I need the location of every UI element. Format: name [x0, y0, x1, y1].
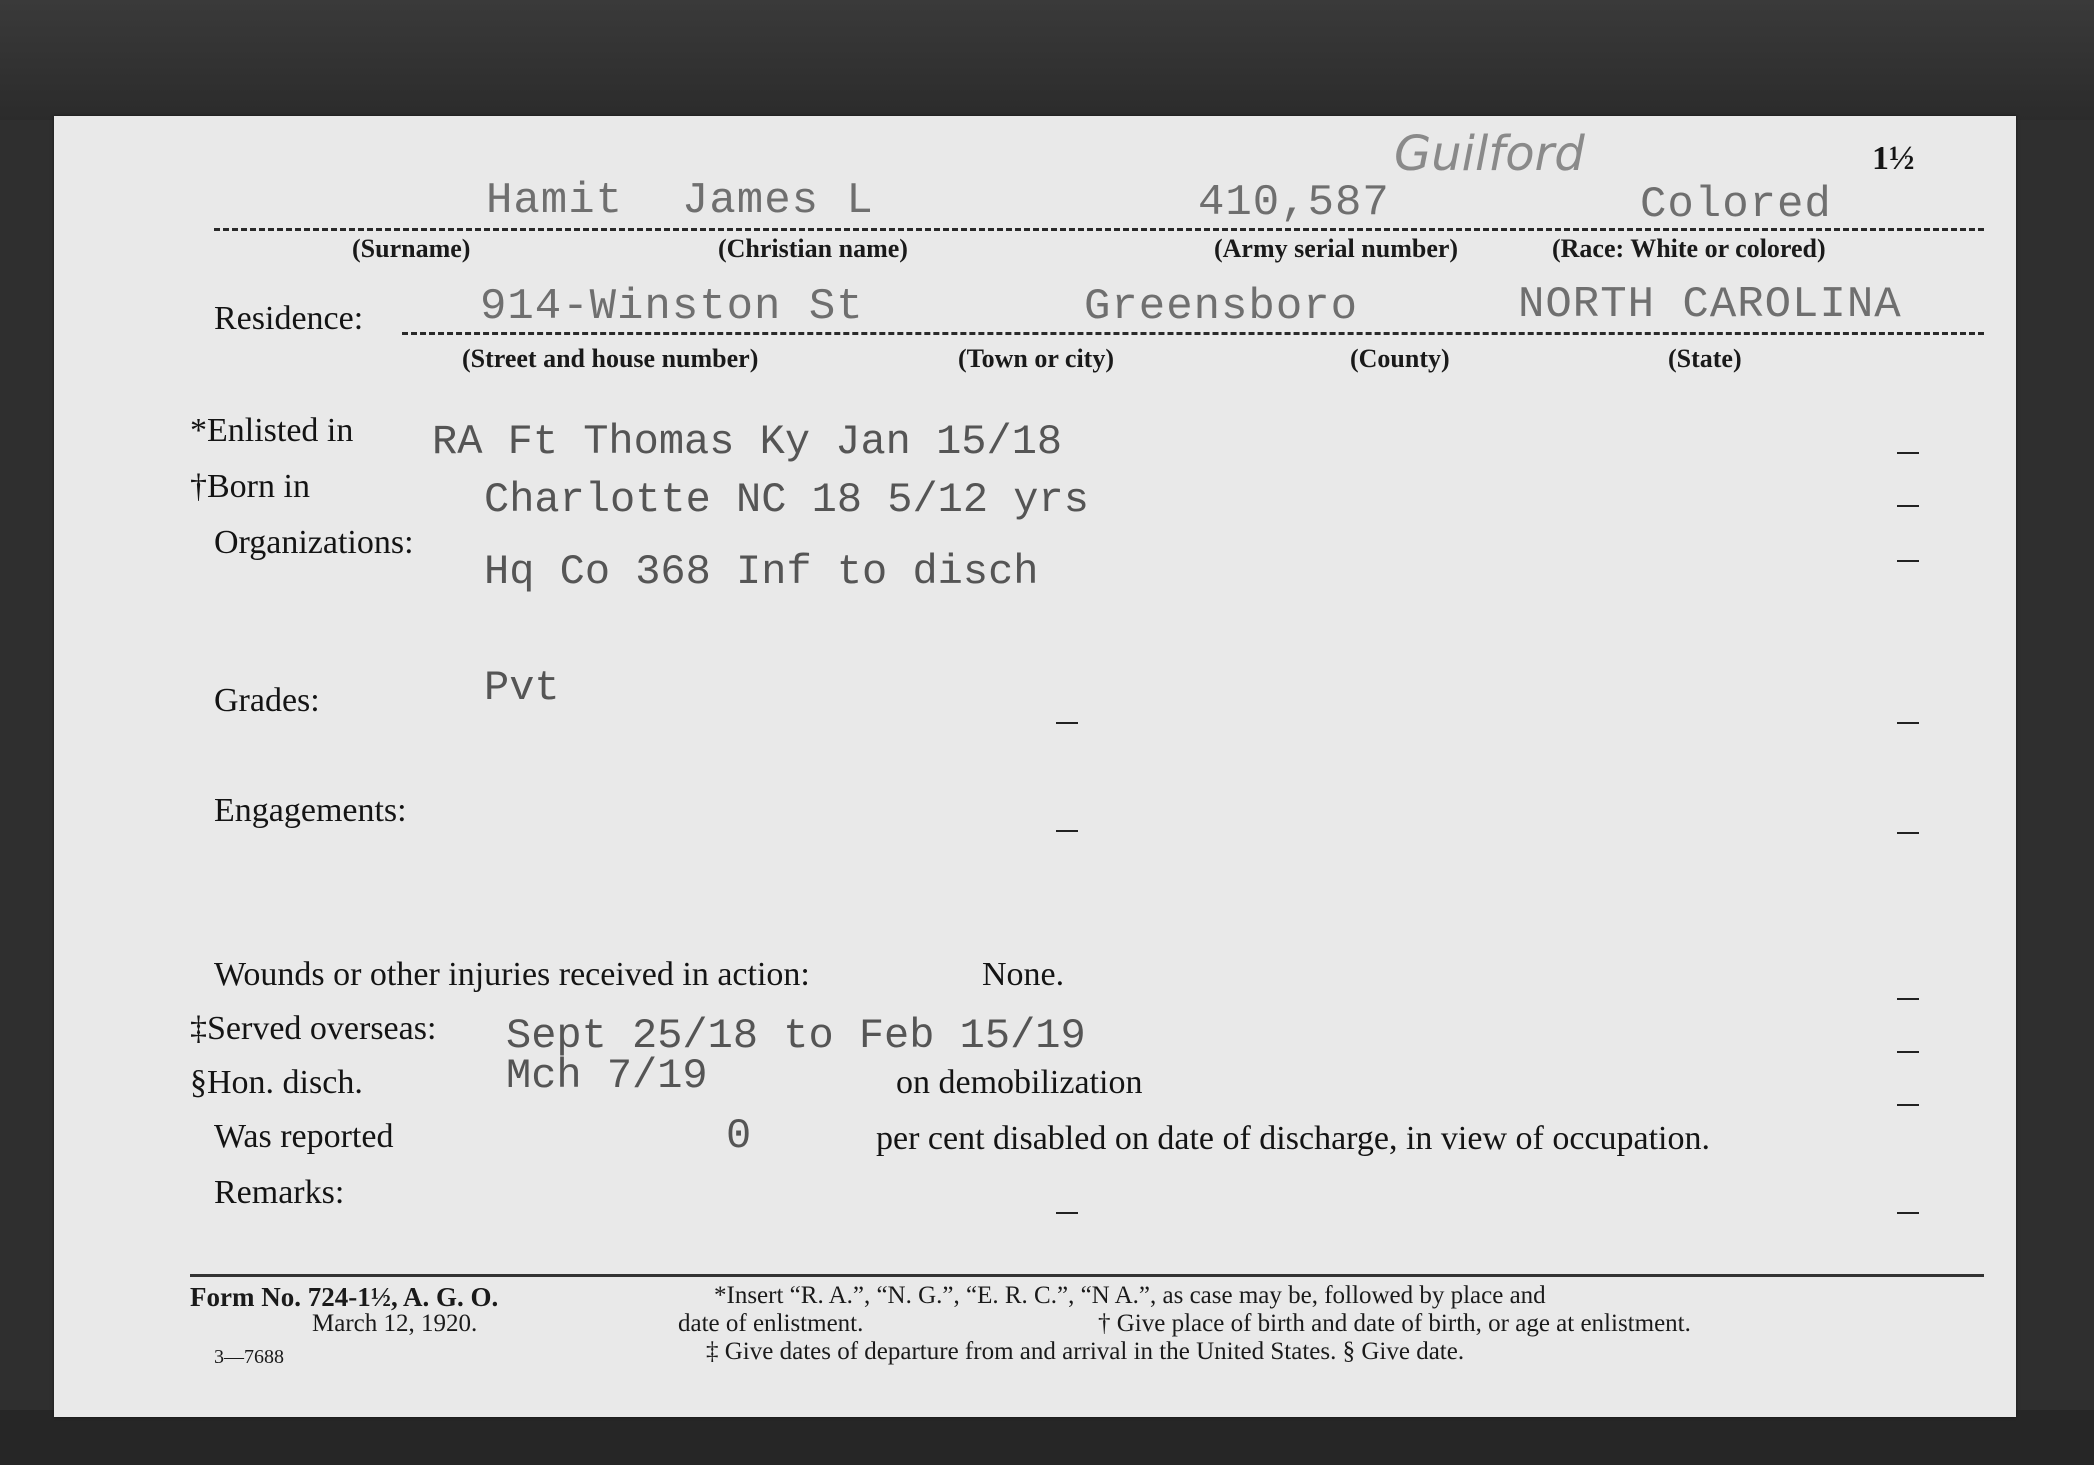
margin-dash	[1897, 998, 1919, 1000]
wounds-label: Wounds or other injuries received in action:	[214, 956, 810, 993]
footer-rule	[190, 1274, 1984, 1277]
margin-dash	[1897, 1104, 1919, 1106]
mid-dash	[1056, 1212, 1078, 1214]
scan-backdrop-bottom	[0, 1410, 2094, 1465]
was-reported-value: 0	[726, 1112, 752, 1160]
footnote-line1: *Insert “R. A.”, “N. G.”, “E. R. C.”, “N A.”, as case may be, followed by place and	[714, 1282, 1546, 1309]
race-caption: (Race: White or colored)	[1552, 234, 1826, 263]
scan-backdrop-top	[0, 0, 2094, 120]
margin-dash	[1897, 1212, 1919, 1214]
hon-disch-suffix: on demobilization	[896, 1064, 1143, 1101]
sheet-number: 1½	[1872, 140, 1915, 177]
service-record-card	[54, 116, 2016, 1417]
born-label: †Born in	[190, 468, 310, 505]
hon-disch-label: §Hon. disch.	[190, 1064, 363, 1101]
form-date: March 12, 1920.	[312, 1310, 478, 1337]
christian-name-value: James L	[682, 176, 874, 226]
footnote-line2a: date of enlistment.	[678, 1310, 864, 1337]
county-handwritten: Guilford	[1394, 126, 1585, 182]
margin-dash	[1897, 832, 1919, 834]
served-overseas-value: Sept 25/18 to Feb 15/19	[506, 1012, 1086, 1060]
print-code: 3—7688	[214, 1346, 284, 1368]
born-value: Charlotte NC 18 5/12 yrs	[484, 476, 1089, 524]
grades-label: Grades:	[214, 682, 320, 719]
organizations-label: Organizations:	[214, 524, 414, 561]
was-reported-label: Was reported	[214, 1118, 394, 1155]
surname-caption: (Surname)	[352, 234, 471, 263]
mid-dash	[1056, 722, 1078, 724]
serial-number-caption: (Army serial number)	[1214, 234, 1459, 263]
engagements-label: Engagements:	[214, 792, 407, 829]
row2-dotted-line	[402, 332, 1984, 335]
christian-name-caption: (Christian name)	[718, 234, 908, 263]
residence-state-value: NORTH CAROLINA	[1518, 280, 1902, 330]
was-reported-suffix: per cent disabled on date of discharge, in view of occupation.	[876, 1120, 1710, 1157]
margin-dash	[1897, 560, 1919, 562]
enlisted-label: *Enlisted in	[190, 412, 354, 449]
surname-value: Hamit	[486, 176, 624, 226]
footnote-line3: ‡ Give dates of departure from and arrival in the United States. § Give date.	[706, 1338, 1465, 1365]
residence-street-value: 914-Winston St	[480, 282, 864, 332]
race-value: Colored	[1640, 180, 1832, 230]
margin-dash	[1897, 505, 1919, 507]
county-caption: (County)	[1350, 344, 1450, 373]
hon-disch-value: Mch 7/19	[506, 1052, 708, 1100]
residence-label: Residence:	[214, 300, 364, 337]
footnote-line2b: † Give place of birth and date of birth, or age at enlistment.	[1098, 1310, 1691, 1337]
state-caption: (State)	[1668, 344, 1742, 373]
mid-dash	[1056, 830, 1078, 832]
town-caption: (Town or city)	[958, 344, 1114, 373]
margin-dash	[1897, 1051, 1919, 1053]
form-number: Form No. 724-1½, A. G. O.	[190, 1282, 499, 1312]
served-overseas-label: ‡Served overseas:	[190, 1010, 437, 1047]
margin-dash	[1897, 452, 1919, 454]
remarks-label: Remarks:	[214, 1174, 345, 1211]
enlisted-value: RA Ft Thomas Ky Jan 15/18	[432, 418, 1063, 466]
street-caption: (Street and house number)	[462, 344, 759, 373]
row1-dotted-line	[214, 228, 1984, 231]
organizations-value: Hq Co 368 Inf to disch	[484, 548, 1039, 596]
margin-dash	[1897, 722, 1919, 724]
wounds-value: None.	[982, 956, 1065, 993]
grades-value: Pvt	[484, 664, 560, 712]
army-serial-number-value: 410,587	[1198, 178, 1390, 228]
residence-town-value: Greensboro	[1084, 282, 1359, 332]
